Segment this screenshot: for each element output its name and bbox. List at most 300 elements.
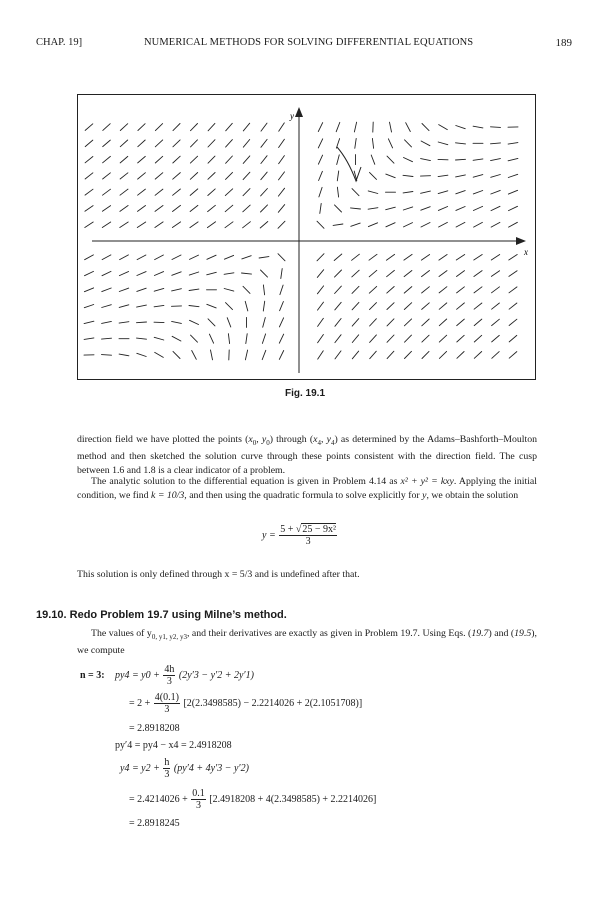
slope-segment (473, 126, 483, 128)
slope-segment (155, 124, 162, 131)
slope-segment (102, 255, 111, 260)
slope-segment (335, 302, 341, 310)
slope-segment (335, 205, 342, 212)
slope-segment (102, 321, 112, 323)
slope-segment (387, 156, 394, 163)
slope-segment (228, 334, 229, 344)
slope-segment (491, 222, 500, 227)
slope-segment (119, 322, 129, 323)
slope-segment (405, 351, 412, 358)
slope-segment (137, 288, 146, 291)
slope-segment (225, 222, 233, 228)
slope-segment (172, 222, 180, 228)
slope-segment (371, 155, 375, 164)
slope-segment (473, 206, 482, 210)
slope-segment (335, 335, 341, 343)
slope-segment (261, 270, 268, 277)
slope-segment (335, 270, 342, 277)
slope-segment (207, 222, 215, 228)
slope-segment (337, 187, 338, 197)
slope-segment (208, 140, 215, 147)
slope-segment (422, 271, 430, 277)
slope-segment (119, 305, 129, 308)
slope-segment (369, 286, 376, 293)
slope-segment (509, 206, 518, 210)
slope-segment (386, 207, 396, 210)
slope-segment (509, 352, 517, 359)
slope-segment (243, 222, 251, 228)
slope-segment (457, 335, 464, 342)
slope-segment (278, 254, 285, 261)
slope-segment (243, 156, 250, 164)
slope-segment (438, 175, 448, 176)
slope-segment (509, 287, 517, 293)
slope-segment (333, 224, 343, 225)
page-number: 189 (555, 37, 572, 49)
slope-segment (404, 254, 412, 260)
slope-segment (225, 189, 232, 196)
slope-segment (190, 173, 197, 180)
slope-segment (243, 172, 250, 179)
slope-segment (368, 208, 378, 210)
slope-segment (280, 285, 283, 295)
slope-segment (261, 156, 267, 164)
slope-segment (403, 207, 412, 210)
slope-segment (421, 223, 430, 228)
slope-segment (457, 303, 465, 309)
slope-segment (155, 352, 164, 357)
slope-segment (352, 270, 359, 277)
slope-segment (84, 321, 94, 323)
slope-segment (120, 124, 127, 131)
slope-segment (457, 271, 465, 277)
slope-segment (368, 191, 378, 194)
slope-segment (173, 156, 180, 163)
slope-segment (318, 123, 322, 132)
slope-segment (259, 257, 269, 258)
slope-segment (155, 173, 163, 179)
slope-segment (456, 126, 465, 129)
slope-segment (421, 255, 429, 261)
slope-segment (474, 222, 483, 227)
slope-segment (103, 140, 111, 147)
slope-segment (439, 335, 446, 342)
slope-segment (386, 223, 395, 227)
slope-segment (103, 124, 110, 131)
slope-segment (509, 255, 517, 261)
slope-segment (191, 335, 198, 342)
slope-segment (352, 335, 358, 343)
slope-segment (278, 188, 284, 196)
slope-segment (422, 303, 430, 310)
slope-segment (261, 123, 267, 131)
slope-segment (508, 158, 518, 160)
corrector-formula: y4 = y2 + $\frac{h}{3}$ (py′4 + 4y′3 − y′2) (120, 757, 249, 780)
slope-segment (137, 272, 146, 276)
slope-segment (243, 140, 249, 148)
slope-segment (474, 287, 482, 293)
slope-segment (173, 189, 181, 195)
slope-segment (439, 271, 447, 277)
slope-segment (260, 222, 268, 229)
slope-segment (422, 319, 429, 326)
slope-segment (387, 319, 394, 326)
slope-segment (155, 140, 162, 147)
slope-segment (336, 139, 339, 149)
slope-segment (473, 159, 483, 160)
slope-segment (508, 143, 518, 145)
slope-segment (189, 289, 199, 290)
slope-segment (386, 174, 395, 178)
slope-segment (190, 205, 198, 211)
slope-segment (438, 191, 448, 194)
slope-segment (207, 304, 216, 308)
slope-segment (422, 287, 430, 293)
slope-segment (404, 158, 413, 162)
slope-segment (226, 140, 233, 148)
slope-segment (208, 173, 215, 180)
slope-segment (224, 273, 234, 275)
slope-segment (336, 122, 340, 131)
slope-segment (474, 319, 482, 326)
slope-segment (262, 350, 266, 359)
slope-segment (192, 351, 197, 360)
slope-segment (119, 354, 129, 356)
slope-segment (225, 205, 233, 212)
slope-segment (354, 122, 356, 132)
slope-segment (352, 189, 359, 196)
slope-segment (439, 303, 447, 309)
slope-segment (209, 334, 213, 343)
slope-segment (317, 270, 323, 278)
slope-segment (456, 143, 466, 144)
slope-segment (370, 172, 377, 179)
slope-segment (387, 270, 395, 276)
slope-segment (352, 302, 359, 309)
slope-segment (137, 338, 147, 339)
slope-segment (84, 305, 93, 308)
slope-segment (370, 303, 377, 310)
figure-caption: Fig. 19.1 (284, 388, 325, 399)
slope-segment (474, 335, 481, 342)
slope-segment (119, 272, 128, 276)
slope-segment (421, 159, 431, 161)
predictor-formula: py4 = y0 + $\frac{4h}{3}$ (2y′3 − y′2 + 2y′1) (115, 664, 254, 687)
slope-segment (421, 141, 430, 146)
slope-segment (173, 351, 180, 358)
slope-segment (317, 254, 324, 261)
slope-segment (456, 207, 465, 211)
slope-segment (279, 172, 285, 180)
slope-segment (242, 256, 251, 259)
slope-segment (439, 287, 447, 293)
slope-segment (439, 255, 447, 261)
slope-segment (120, 222, 128, 228)
slope-segment (245, 301, 248, 311)
slope-segment (491, 159, 501, 161)
slope-segment (173, 173, 181, 180)
slope-segment (120, 173, 128, 179)
slope-segment (154, 288, 164, 291)
slope-segment (224, 289, 234, 292)
slope-segment (120, 189, 128, 195)
slope-segment (120, 156, 128, 163)
slope-segment (207, 272, 217, 275)
slope-segment (320, 204, 321, 214)
slope-segment (388, 139, 392, 148)
slope-segment (261, 172, 267, 180)
slope-segment (317, 221, 324, 228)
slope-segment (172, 321, 182, 323)
slope-segment (474, 352, 481, 359)
problem-heading: 19.10. Redo Problem 19.7 using Milne’s method. (36, 609, 287, 621)
slope-segment (334, 254, 342, 261)
slope-segment (422, 335, 429, 342)
slope-segment (189, 272, 198, 275)
slope-segment (102, 355, 112, 356)
slope-segment (172, 255, 181, 260)
slope-segment (492, 287, 500, 293)
slope-segment (246, 334, 247, 344)
slope-segment (227, 318, 231, 327)
slope-segment (439, 351, 446, 358)
slope-segment (318, 139, 322, 148)
slope-segment (509, 319, 517, 325)
slope-segment (406, 123, 411, 132)
running-header (36, 37, 572, 53)
slope-segment (369, 270, 377, 277)
slope-segment (154, 272, 163, 276)
slope-segment (120, 140, 127, 147)
slope-segment (404, 287, 412, 294)
slope-segment (335, 319, 341, 327)
slope-segment (85, 189, 93, 195)
slope-segment (102, 338, 112, 339)
slope-segment (456, 222, 465, 227)
slope-segment (189, 306, 199, 307)
slope-segment (473, 175, 483, 178)
slope-segment (337, 155, 340, 165)
slope-segment (85, 206, 93, 212)
slope-segment (508, 174, 517, 177)
slope-segment (261, 139, 267, 147)
slope-segment (173, 124, 180, 131)
slope-segment (439, 125, 448, 130)
slope-segment (190, 320, 199, 324)
slope-segment (491, 127, 501, 128)
slope-segment (138, 206, 146, 212)
solution-curve (337, 147, 361, 181)
slope-segment (335, 286, 342, 293)
slope-segment (138, 189, 146, 195)
slope-segment (404, 303, 411, 310)
slope-segment (103, 156, 111, 162)
slope-segment (318, 335, 324, 343)
slope-segment (138, 124, 145, 131)
slope-segment (191, 140, 198, 147)
slope-segment (509, 271, 517, 277)
slope-segment (387, 303, 394, 310)
slope-segment (207, 255, 216, 259)
slope-segment (226, 172, 233, 179)
slope-segment (370, 351, 377, 359)
slope-segment (208, 205, 216, 211)
slope-segment (491, 255, 499, 261)
slope-segment (243, 123, 249, 131)
slope-segment (278, 221, 285, 228)
slope-segment (405, 140, 412, 147)
slope-segment (102, 271, 111, 275)
slope-segment (208, 319, 215, 326)
slope-segment (387, 335, 394, 342)
slope-segment (208, 123, 215, 130)
slope-segment (387, 287, 394, 294)
slope-segment (405, 335, 412, 342)
slope-segment (190, 156, 197, 163)
slope-segment (137, 222, 145, 228)
slope-segment (491, 271, 499, 277)
x-axis-arrow (516, 237, 526, 245)
slope-segment (352, 286, 359, 293)
n-label: n = 3: (80, 670, 105, 681)
slope-segment (438, 142, 448, 145)
slope-segment (372, 138, 373, 148)
slope-segment (243, 205, 250, 212)
slope-segment (190, 222, 198, 228)
slope-segment (491, 190, 500, 194)
slope-segment (492, 352, 499, 359)
slope-segment (138, 156, 146, 163)
slope-segment (119, 288, 128, 291)
slope-segment (85, 222, 93, 228)
slope-segment (439, 222, 448, 227)
slope-segment (261, 189, 268, 196)
slope-segment (281, 269, 282, 279)
slope-segment (404, 271, 412, 277)
slope-segment (155, 189, 163, 195)
slope-segment (404, 223, 413, 227)
slope-segment (355, 138, 356, 148)
slope-segment (155, 222, 163, 228)
slope-segment (262, 334, 265, 344)
slope-segment (191, 124, 198, 131)
slope-segment (172, 289, 182, 291)
slope-segment (421, 207, 430, 211)
slope-segment (85, 140, 93, 147)
slope-segment (509, 303, 517, 309)
slope-segment (491, 143, 501, 144)
slope-segment (474, 303, 482, 309)
slope-segment (439, 319, 446, 326)
slope-segment (85, 255, 94, 260)
slope-segment (457, 287, 465, 293)
slope-segment (243, 286, 250, 293)
slope-segment (318, 302, 324, 310)
slope-segment (138, 173, 146, 179)
slope-segment (318, 318, 324, 326)
slope-segment (85, 124, 93, 131)
slope-segment (351, 208, 361, 209)
slope-segment (318, 155, 322, 164)
slope-segment (261, 205, 268, 212)
slope-segment (457, 319, 465, 326)
slope-segment (278, 205, 284, 213)
direction-field-plot (78, 95, 535, 379)
slope-segment (137, 255, 146, 260)
slope-segment (403, 192, 413, 193)
predictor-substitution: = 2 + $\frac{4(0.1)}{3}$ [2(2.3498585) − 2.2214026 + 2(2.1051708)] (129, 692, 363, 715)
slope-segment (492, 303, 500, 309)
slope-segment (279, 318, 283, 327)
direction-field-figure (77, 94, 536, 380)
slope-segment (509, 222, 518, 227)
slope-segment (368, 223, 377, 227)
slope-segment (317, 286, 323, 294)
slope-segment (172, 272, 181, 276)
x-axis-label: x (524, 247, 528, 257)
slope-segment (387, 351, 394, 358)
slope-segment (456, 159, 466, 160)
slope-segment (403, 175, 413, 176)
slope-segment (456, 191, 465, 194)
slope-segment (456, 175, 466, 177)
slope-segment (422, 124, 429, 131)
slope-segment (474, 255, 482, 261)
slope-segment (335, 351, 341, 359)
slope-segment (457, 352, 464, 359)
slope-segment (243, 189, 250, 196)
slope-segment (85, 271, 94, 275)
slope-segment (84, 288, 93, 292)
slope-segment (208, 189, 215, 196)
slope-segment (337, 171, 338, 181)
slope-segment (279, 123, 285, 131)
slope-segment (226, 156, 233, 163)
slope-segment (438, 207, 447, 211)
slope-segment (352, 254, 360, 260)
problem-intro: The values of $y_{0, y1, y2, y3}$, and their derivatives are exactly as given in Problem 19.7. Using Eqs. (19.7) and (19.5), we compute (77, 628, 538, 656)
slope-segment (242, 273, 252, 274)
slope-segment (263, 301, 264, 311)
slope-segment (226, 303, 233, 310)
paragraph-defined-range: This solution is only defined through x = 5/3 and is undefined after that. (77, 569, 360, 580)
slope-segment (279, 139, 285, 147)
slope-segment (172, 336, 181, 341)
slope-segment (208, 156, 215, 163)
slope-segment (318, 351, 324, 359)
slope-segment (369, 254, 377, 260)
slope-segment (137, 305, 147, 307)
slope-segment (190, 255, 199, 259)
slope-segment (138, 140, 145, 147)
chapter-label: CHAP. 19] (36, 37, 83, 48)
slope-segment (103, 189, 111, 195)
y-axis-label: y (290, 111, 294, 121)
slope-segment (85, 173, 93, 179)
slope-segment (154, 337, 164, 340)
slope-segment (509, 335, 517, 342)
slope-segment (508, 190, 517, 194)
slope-segment (370, 335, 377, 343)
slope-segment (120, 255, 129, 260)
slope-segment (155, 255, 164, 260)
slope-segment (352, 351, 358, 359)
slope-segment (319, 171, 323, 180)
slope-segment (120, 206, 128, 212)
y-axis-arrow (295, 107, 303, 117)
slope-segment (456, 255, 464, 261)
slope-segment (102, 222, 110, 228)
